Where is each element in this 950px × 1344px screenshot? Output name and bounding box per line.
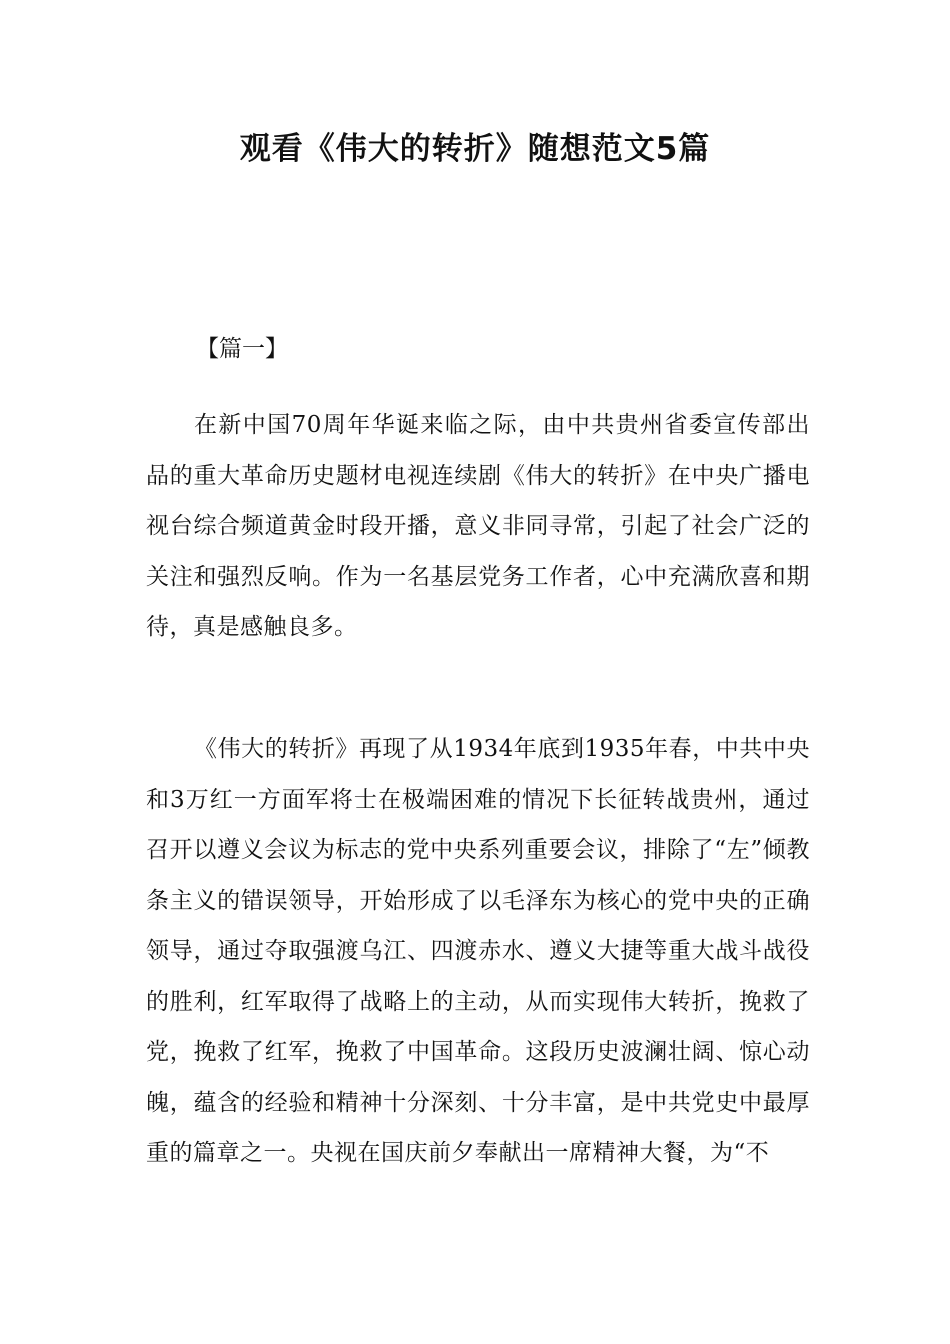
document-title: 观看《伟大的转折》随想范文5篇 [239, 131, 711, 167]
section-heading: 【篇一】 [196, 336, 288, 362]
paragraph-2: 《伟大的转折》再现了从1934年底到1935年春，中共中央和3万红一方面军将士在极端困难的情况下长征转战贵州，通过召开以遵义会议为标志的党中央系列重要会议，排除了“左”倾教条主义的错误领导，开始形成了以毛泽东为核心的党中央的正确领导，通过夺取强渡乌江、四渡赤水、遵义大捷等重大战斗战役的胜利，红军取得了战略上的主动，从而实现伟大转折，挽救了党，挽救了红军，挽救了中国革命。这段历史波澜壮阔、惊心动魄，蕴含的经验和精神十分深刻、十分丰富，是中共党史中最厚重的篇章之一。央视在国庆前夕奉献出一席精神大餐，为“不 [146, 736, 810, 1166]
paragraph-1: 在新中国70周年华诞来临之际，由中共贵州省委宣传部出品的重大革命历史题材电视连续剧《伟大的转折》在中央广播电视台综合频道黄金时段开播，意义非同寻常，引起了社会广泛的关注和强烈反响。作为一名基层党务工作者，心中充满欣喜和期待，真是感触良多。 [146, 412, 810, 640]
